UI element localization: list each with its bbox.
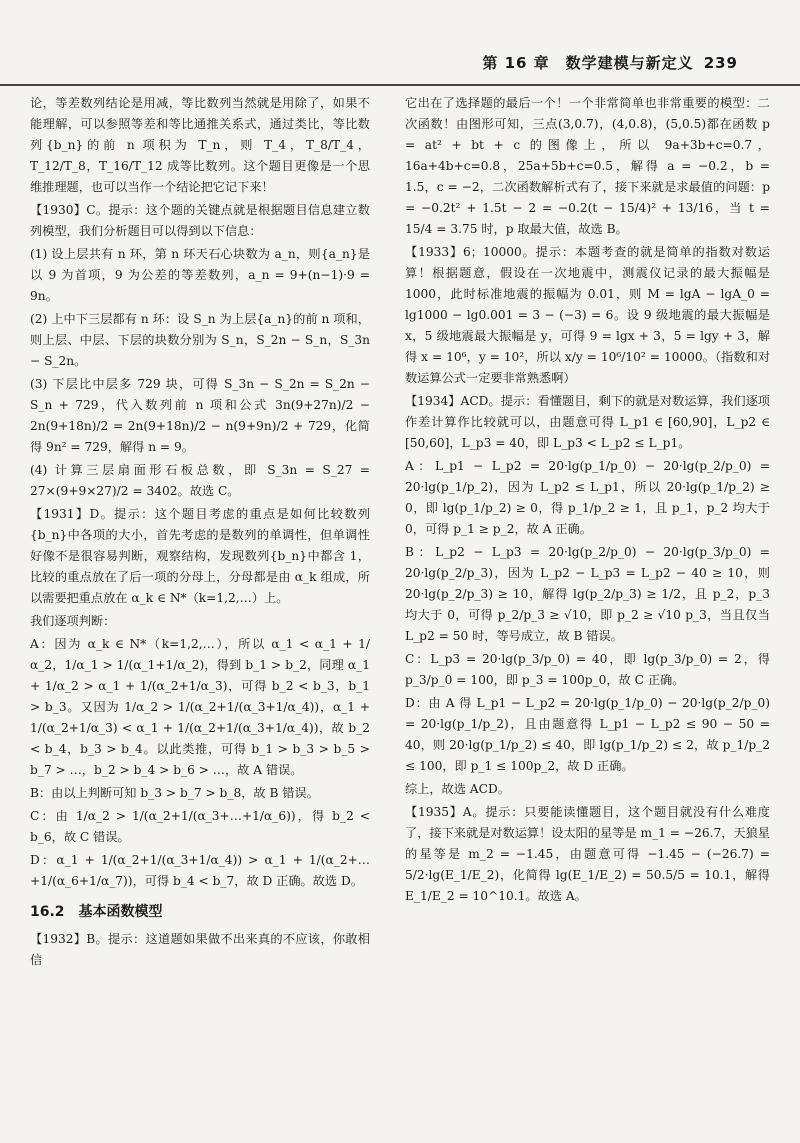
page-number: 239 [703,54,738,72]
left-column [30,93,370,973]
paragraph: (4) 计算三层扇面形石板总数，即 S_3n = S_27 = 27×(9+9×27)/2 = 3402。故选 C。 [30,463,370,498]
chapter-heading [482,52,738,73]
paragraph: 【1934】ACD。提示：看懂题目，剩下的就是对数运算，我们逐项作差计算作比较就可以，由题意可得 L_p1 ∈ [60,90]，L_p2 ∈ [50,60]，L_p3 = 40，即 L_p3 < L_p2 ≤ L_p1。 [405,394,770,450]
page-header [0,0,800,86]
paragraph: D：α_1 + 1/(α_2+1/(α_3+1/α_4)) > α_1 + 1/(α_2+…+1/(α_6+1/α_7))，可得 b_4 < b_7，故 D 正确。故选 D。 [30,853,370,888]
paragraph: C：L_p3 = 20·lg(p_3/p_0) = 40，即 lg(p_3/p_0) = 2，得 p_3/p_0 = 100，即 p_3 = 100p_0，故 C 正确。 [405,652,770,687]
paragraph: B：L_p2 − L_p3 = 20·lg(p_2/p_0) − 20·lg(p_3/p_0) = 20·lg(p_2/p_3)，因为 L_p2 − L_p3 = L_p2 − 40 ≥ 10，则 20·lg(p_2/p_3) ≥ 10，解得 lg(p_2/p_3) ≥ 1/2，且 p_2，p_3 均大于 0，可得 p_2/p_3 ≥ √10，即 p_2 ≥ √10 p_3，当且仅当 L_p2 = 50 时，等号成立，故 B 错误。 [405,545,770,643]
paragraph: 【1931】D。提示：这个题目考虑的重点是如何比较数列{b_n}中各项的大小，首先考虑的是数列的单调性，但单调性好像不是很容易判断，观察结构，发现数列{b_n}中都含 1，比较的重点放在了后一项的分母上，分母都是由 α_k 组成，所以需要把重点放在 α_k ∈ N*（k=1,2,…）上。 [30,507,370,605]
paragraph: 论，等差数列结论是用减，等比数列当然就是用除了，如果不能理解，可以参照等差和等比通推关系式，通过类比，等比数列{b_n}的前 n 项积为 T_n，则 T_4，T_8/T_4，T_12/T_8，T_16/T_12 成等比数列。这个题目更像是一个思维推理题，也可以当作一个结论把它记下来！ [30,96,370,194]
paragraph: 它出在了选择题的最后一个！一个非常简单也非常重要的模型：二次函数！由图形可知，三点(3,0.7)，(4,0.8)，(5,0.5)都在函数 p = at² + bt + c 的图像上，所以 9a+3b+c=0.7，16a+4b+c=0.8，25a+5b+c=0.5，解得 a = −0.2，b = 1.5，c = −2，二次函数解析式有了，接下来就是求最值的问题：p = −0.2t² + 1.5t − 2 = −0.2(t − 15/4)² + 13/16，当 t = 15/4 = 3.75 时，p 取最大值，故选 B。 [405,96,770,236]
paragraph: 综上，故选 ACD。 [405,782,510,796]
paragraph: A：L_p1 − L_p2 = 20·lg(p_1/p_0) − 20·lg(p_2/p_0) = 20·lg(p_1/p_2)，因为 L_p2 ≤ L_p1，所以 20·lg(p_1/p_2) ≥ 0，即 lg(p_1/p_2) ≥ 0，得 p_1/p_2 ≥ 1，且 p_1，p_2 均大于 0，可得 p_1 ≥ p_2，故 A 正确。 [405,459,770,536]
paragraph: C：由 1/α_2 > 1/(α_2+1/(α_3+…+1/α_6))，得 b_2 < b_6，故 C 错误。 [30,809,370,844]
paragraph: 【1930】C。提示：这个题的关键点就是根据题目信息建立数列模型，我们分析题目可以得到以下信息： [30,203,370,238]
paragraph: 【1933】6；10000。提示：本题考查的就是简单的指数对数运算！根据题意，假设在一次地震中，测震仪记录的最大振幅是 1000，此时标准地震的振幅为 0.01，则 M = lgA − lgA_0 = lg1000 − lg0.001 = 3 − (−3) = 6。设 9 级地震的最大振幅是 x，5 级地震最大振幅是 y，可得 9 = lgx + 3，5 = lgy + 3，解得 x = 10⁶，y = 10²，所以 x/y = 10⁶/10² = 10000。（指数和对数运算公式一定要非常熟悉啊） [405,245,770,385]
paragraph: 【1932】B。提示：这道题如果做不出来真的不应该，你敢相信 [30,932,370,967]
section-heading: 16.2 基本函数模型 [30,904,163,920]
paragraph: 我们逐项判断： [30,614,116,628]
paragraph: (2) 上中下三层都有 n 环：设 S_n 为上层{a_n}的前 n 项和，则上层、中层、下层的块数分别为 S_n，S_2n − S_n，S_3n − S_2n。 [30,312,370,368]
paragraph: (3) 下层比中层多 729 块，可得 S_3n − S_2n = S_2n − S_n + 729，代入数列前 n 项和公式 3n(9+27n)/2 − 2n(9+18n)/2 = 2n(9+18n)/2 − n(9+9n)/2 + 729，化简得 9n² = 729，解得 n = 9。 [30,377,370,454]
paragraph: 【1935】A。提示：只要能读懂题目，这个题目就没有什么难度了，接下来就是对数运算！设太阳的星等是 m_1 = −26.7，天狼星的星等是 m_2 = −1.45，由题意可得 −1.45 − (−26.7) = 5/2·lg(E_1/E_2)，化简得 lg(E_1/E_2) = 50.5/5 = 10.1，解得 E_1/E_2 = 10^10.1。故选 A。 [405,805,770,903]
right-column [405,93,770,909]
paragraph: A：因为 α_k ∈ N*（k=1,2,…），所以 α_1 < α_1 + 1/α_2，1/α_1 > 1/(α_1+1/α_2)，得到 b_1 > b_2，同理 α_1 + 1/α_2 > α_1 + 1/(α_2+1/α_3)，可得 b_2 < b_3，b_1 > b_3。又因为 1/α_2 > 1/(α_2+1/(α_3+1/α_4))，α_1 + 1/(α_2+1/α_3) < α_1 + 1/(α_2+1/(α_3+1/α_4))，故 b_2 < b_4，b_3 > b_4。以此类推，可得 b_1 > b_3 > b_5 > b_7 > …，b_2 > b_4 > b_6 > …，故 A 错误。 [30,637,370,777]
paragraph: (1) 设上层共有 n 环，第 n 环天石心块数为 a_n，则{a_n}是以 9 为首项，9 为公差的等差数列，a_n = 9+(n−1)·9 = 9n。 [30,247,370,303]
paragraph: D：由 A 得 L_p1 − L_p2 = 20·lg(p_1/p_0) − 20·lg(p_2/p_0) = 20·lg(p_1/p_2)，且由题意得 L_p1 − L_p2 ≤ 90 − 50 = 40，则 20·lg(p_1/p_2) ≤ 40，即 lg(p_1/p_2) ≤ 2，故 p_1/p_2 ≤ 100，即 p_1 ≤ 100p_2，故 D 正确。 [405,696,770,773]
paragraph: B：由以上判断可知 b_3 > b_7 > b_8，故 B 错误。 [30,786,319,800]
chapter-title: 第 16 章 数学建模与新定义 [482,54,694,72]
